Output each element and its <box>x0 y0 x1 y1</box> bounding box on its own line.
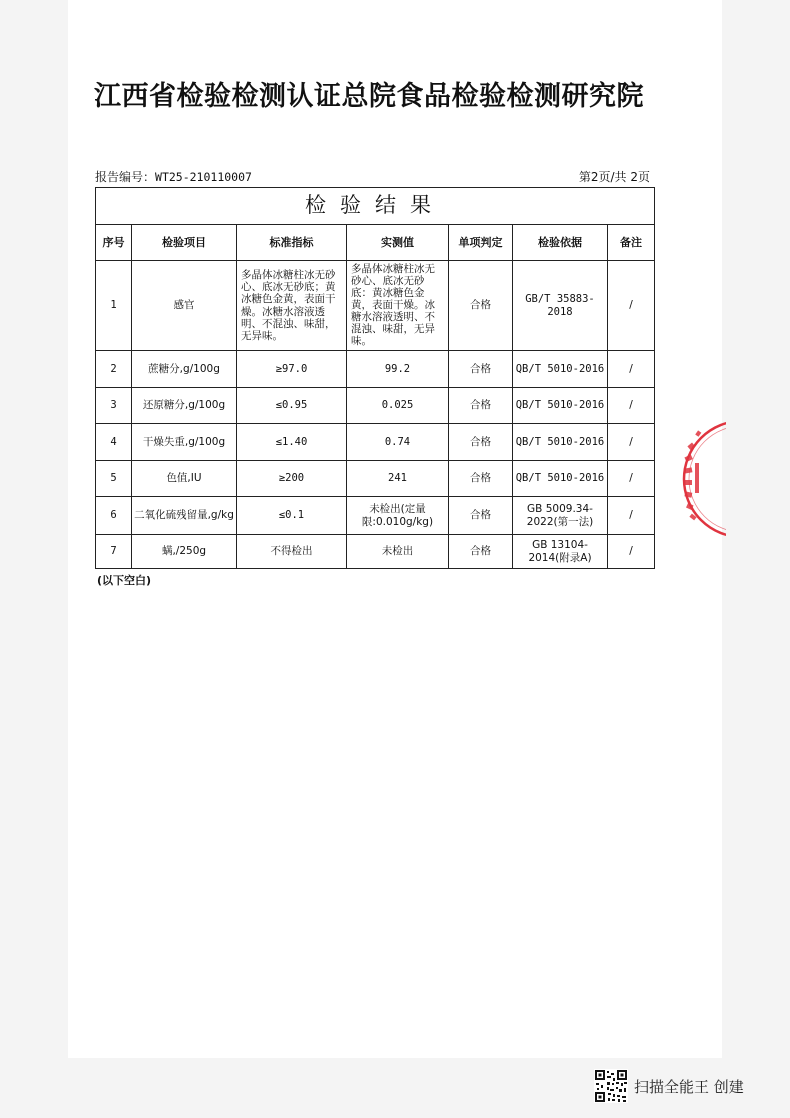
verdict: 合格 <box>449 351 513 388</box>
row-number: 5 <box>96 461 132 497</box>
report-number <box>95 168 252 185</box>
column-header: 单项判定 <box>449 225 513 261</box>
verdict: 合格 <box>449 261 513 351</box>
test-item: 干燥失重,g/100g <box>132 424 237 461</box>
table-row <box>96 461 655 497</box>
column-header: 序号 <box>96 225 132 261</box>
measured-value: 未检出 <box>347 535 449 569</box>
scanner-watermark <box>594 1066 744 1106</box>
measured-value: 0.025 <box>347 388 449 424</box>
qr-code-icon <box>594 1069 628 1103</box>
remark: / <box>608 388 655 424</box>
row-number: 7 <box>96 535 132 569</box>
test-item: 感官 <box>132 261 237 351</box>
section-title: 检验结果 <box>96 188 655 225</box>
measured-value: 未检出(定量限:0.010g/kg) <box>347 497 449 535</box>
row-number: 4 <box>96 424 132 461</box>
measured-value: 99.2 <box>347 351 449 388</box>
table-row <box>96 497 655 535</box>
standard-value: ≥200 <box>237 461 347 497</box>
column-header: 检验项目 <box>132 225 237 261</box>
table-row <box>96 261 655 351</box>
standard-value: ≥97.0 <box>237 351 347 388</box>
standard-value: ≤0.95 <box>237 388 347 424</box>
verdict: 合格 <box>449 535 513 569</box>
standard-value: ≤1.40 <box>237 424 347 461</box>
column-header: 实测值 <box>347 225 449 261</box>
row-number: 1 <box>96 261 132 351</box>
test-item: 色值,IU <box>132 461 237 497</box>
measured-value: 0.74 <box>347 424 449 461</box>
verdict: 合格 <box>449 497 513 535</box>
test-method: QB/T 5010-2016 <box>513 351 608 388</box>
standard-value: ≤0.1 <box>237 497 347 535</box>
remark: / <box>608 461 655 497</box>
table-row <box>96 388 655 424</box>
column-header: 检验依据 <box>513 225 608 261</box>
test-item: 二氧化硫残留量,g/kg <box>132 497 237 535</box>
remark: / <box>608 351 655 388</box>
report-number-value: WT25-210110007 <box>155 170 252 184</box>
test-method: GB/T 35883-2018 <box>513 261 608 351</box>
table-row <box>96 535 655 569</box>
remark: / <box>608 424 655 461</box>
measured-value: 241 <box>347 461 449 497</box>
table-header-row <box>96 225 655 261</box>
inspection-results-table <box>95 187 655 569</box>
test-method: QB/T 5010-2016 <box>513 388 608 424</box>
remark: / <box>608 535 655 569</box>
measured-value: 多晶体冰糖柱冰无砂心、底冰无砂底：黄冰糖色金黄，表面干燥。冰糖水溶液透明、不混浊、味甜，无异味。 <box>347 261 449 351</box>
remark: / <box>608 497 655 535</box>
row-number: 6 <box>96 497 132 535</box>
verdict: 合格 <box>449 461 513 497</box>
verdict: 合格 <box>449 424 513 461</box>
scanner-watermark-text: 扫描全能王 创建 <box>634 1077 744 1096</box>
report-number-label: 报告编号： <box>95 170 156 184</box>
test-item: 还原糖分,g/100g <box>132 388 237 424</box>
test-method: QB/T 5010-2016 <box>513 424 608 461</box>
remark: / <box>608 261 655 351</box>
column-header: 标准指标 <box>237 225 347 261</box>
test-item: 螨,/250g <box>132 535 237 569</box>
verdict: 合格 <box>449 388 513 424</box>
official-seal-stamp <box>680 418 726 540</box>
column-header: 备注 <box>608 225 655 261</box>
standard-value: 不得检出 <box>237 535 347 569</box>
row-number: 2 <box>96 351 132 388</box>
table-row <box>96 424 655 461</box>
test-method: GB 5009.34-2022(第一法) <box>513 497 608 535</box>
test-method: GB 13104-2014(附录A) <box>513 535 608 569</box>
standard-value: 多晶体冰糖柱冰无砂心、底冰无砂底；黄冰糖色金黄，表面干燥。冰糖水溶液透明、不混浊、味甜，无异味。 <box>237 261 347 351</box>
row-number: 3 <box>96 388 132 424</box>
organization-title: 江西省检验检测认证总院食品检验检测研究院 <box>94 81 644 112</box>
table-row <box>96 351 655 388</box>
blank-below-note: (以下空白) <box>97 574 152 587</box>
page-indicator: 第2页/共 2页 <box>578 170 650 184</box>
test-item: 蔗糖分,g/100g <box>132 351 237 388</box>
test-method: QB/T 5010-2016 <box>513 461 608 497</box>
